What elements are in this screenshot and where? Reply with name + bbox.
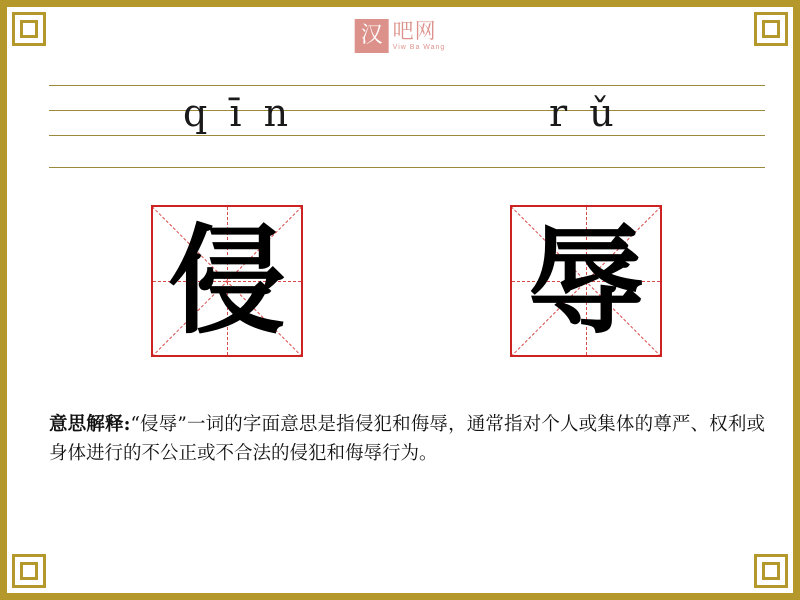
corner-inner-frame xyxy=(762,20,780,38)
logo-tagline-text: Viw Ba Wang xyxy=(392,44,446,51)
corner-ornament-bottom-left xyxy=(12,554,46,588)
explanation-text: “侵辱”一词的字面意思是指侵犯和侮辱，通常指对个人或集体的尊严、权利或身体进行的不公正或不合法的侵犯和侮辱行为。 xyxy=(49,414,765,464)
explanation-label: 意思解释: xyxy=(49,414,131,435)
corner-inner-frame xyxy=(762,562,780,580)
pinyin-second: r ǔ xyxy=(549,91,619,135)
explanation-block xyxy=(49,411,765,468)
staff-line-4 xyxy=(49,167,765,168)
character-cell xyxy=(151,205,303,357)
logo-mark-icon: 汉 xyxy=(355,19,389,53)
corner-inner-frame xyxy=(20,20,38,38)
staff-line-1 xyxy=(49,85,765,86)
logo-wordmark xyxy=(393,21,446,51)
staff-line-2 xyxy=(49,110,765,111)
site-watermark-logo xyxy=(355,19,446,53)
pinyin-first: q ī n xyxy=(183,91,294,135)
corner-ornament-top-right xyxy=(754,12,788,46)
corner-ornament-bottom-right xyxy=(754,554,788,588)
character-glyph: 侵 xyxy=(167,211,286,350)
logo-brand-text: 吧网 xyxy=(392,19,437,43)
character-grid-row xyxy=(7,205,800,365)
character-glyph: 辱 xyxy=(526,211,645,350)
staff-line-3 xyxy=(49,135,765,136)
pinyin-staff xyxy=(49,85,765,169)
corner-inner-frame xyxy=(20,562,38,580)
corner-ornament-top-left xyxy=(12,12,46,46)
character-cell xyxy=(510,205,662,357)
